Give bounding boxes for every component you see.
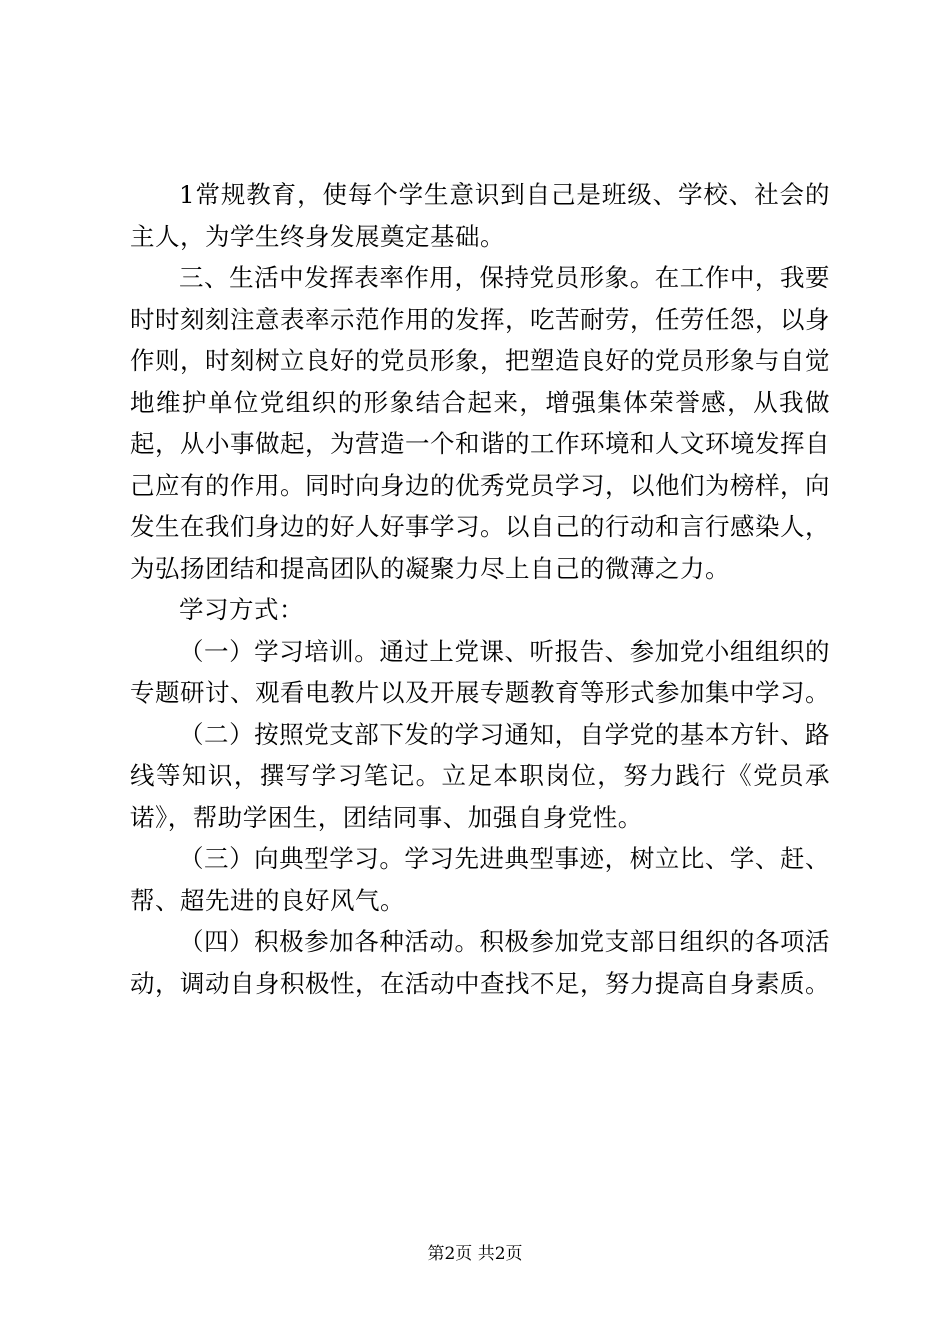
page-footer: 第2页 共2页 xyxy=(427,1244,523,1264)
paragraph-method-two: （二）按照党支部下发的学习通知，自学党的基本方针、路线等知识，撰写学习笔记。立足本职岗位，努力践行《党员承诺》，帮助学困生，团结同事、加强自身党性。 xyxy=(130,719,830,832)
paragraph-section-three: 三、生活中发挥表率作用，保持党员形象。在工作中，我要时时刻刻注意表率示范作用的发挥，吃苦耐劳，任劳任怨，以身作则，时刻树立良好的党员形象，把塑造良好的党员形象与自觉地维护单位党组织的形象结合起来，增强集体荣誉感，从我做起，从小事做起，为营造一个和谐的工作环境和人文环境发挥自己应有的作用。同时向身边的优秀党员学习，以他们为榜样，向发生在我们身边的好人好事学习。以自己的行动和言行感染人，为弘扬团结和提高团队的凝聚力尽上自己的微薄之力。 xyxy=(130,263,830,583)
paragraph-method-three: （三）向典型学习。学习先进典型事迹，树立比、学、赶、帮、超先进的良好风气。 xyxy=(130,844,830,915)
paragraph-continuation: 1常规教育，使每个学生意识到自己是班级、学校、社会的主人，为学生终身发展奠定基础。 xyxy=(130,180,830,251)
document-body xyxy=(130,174,830,1004)
paragraph-study-methods-heading: 学习方式： xyxy=(179,595,304,624)
paragraph-method-one: （一）学习培训。通过上党课、听报告、参加党小组组织的专题研讨、观看电教片以及开展专题教育等形式参加集中学习。 xyxy=(130,636,830,707)
paragraph-method-four: （四）积极参加各种活动。积极参加党支部日组织的各项活动，调动自身积极性，在活动中查找不足，努力提高自身素质。 xyxy=(130,927,830,998)
